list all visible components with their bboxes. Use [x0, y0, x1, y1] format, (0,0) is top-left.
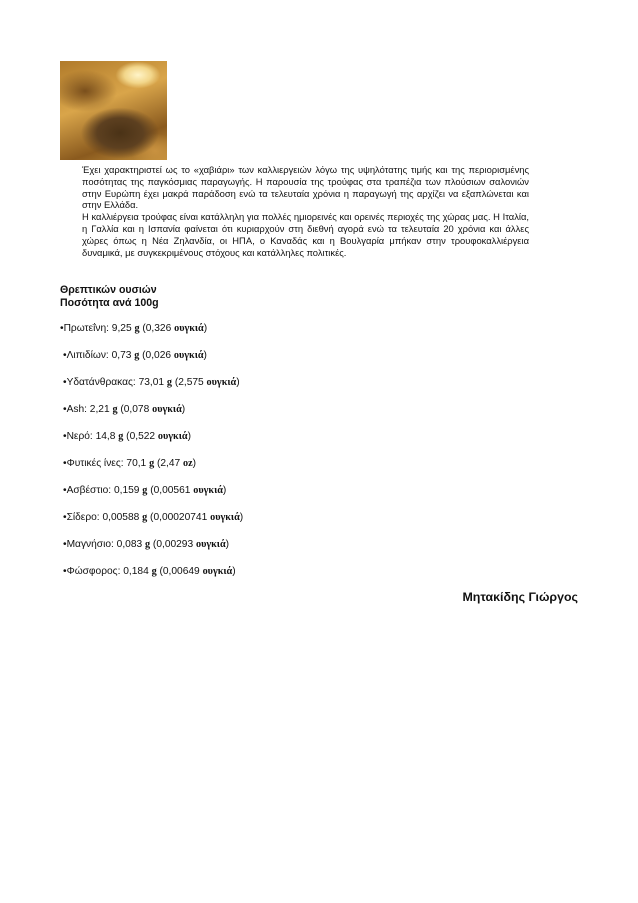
unit: ουγκιά: [195, 539, 226, 550]
unit: g: [149, 458, 155, 469]
unit: g: [142, 512, 148, 523]
unit: ουγκιά: [152, 404, 182, 415]
nutrient-value: •Υδατάνθρακας: 73,01: [63, 377, 167, 388]
unit: g: [134, 350, 140, 361]
nutrient-value: •Σίδερο: 0,00588: [63, 512, 143, 523]
unit: ουγκιά: [202, 566, 233, 577]
nutrient-item: [60, 322, 460, 349]
nutrient-alt-value: (0,026: [139, 350, 174, 361]
nutrient-value: •Πρωτεΐνη: 9,25: [60, 323, 135, 334]
nutrient-item: [60, 376, 460, 403]
unit: ουγκιά: [173, 350, 204, 361]
nutrient-alt-value: (0,00293: [150, 539, 196, 550]
nutrient-alt-value: (2,575: [171, 377, 207, 388]
unit: g: [166, 377, 172, 388]
intro-paragraph: Έχει χαρακτηριστεί ως το «χαβιάρι» των καλλιεργειών λόγω της υψηλότατης τιμής και της περιορισμένης ποσότητας της παγκόσμιας παραγωγής. Η παρουσία της τρούφας στα τραπέζια των πλούσιων σαλονιών στην Ευρώπη έχει μακρά παράδοση ενώ τα τελευταία χρόνια η παραγωγή της αρχίζει να εξαπλώνεται και στην Ελλάδα.: [82, 164, 529, 211]
intro-text: [82, 164, 529, 258]
unit: ουγκιά: [157, 431, 188, 442]
unit: ουγκιά: [193, 485, 223, 496]
nutrient-item: [60, 538, 460, 565]
nutrient-alt-value: (0,326: [139, 323, 175, 334]
nutrition-subtitle: Ποσότητα ανά 100g: [60, 297, 159, 309]
nutrient-value: •Ash: 2,21: [63, 404, 113, 415]
paren: ): [239, 512, 244, 523]
nutrient-list: [60, 322, 460, 592]
unit: ουγκιά: [206, 377, 237, 388]
nutrient-alt-value: (0,00561: [147, 485, 194, 496]
nutrient-value: •Φώσφορος: 0,184: [63, 566, 152, 577]
nutrition-title: Θρεπτικών ουσιών: [60, 284, 157, 296]
unit: oz: [183, 458, 193, 469]
nutrient-item: [60, 349, 460, 376]
paren: ): [203, 323, 208, 334]
paren: ): [181, 404, 186, 415]
nutrient-item: [60, 511, 460, 538]
unit: g: [145, 539, 151, 550]
unit: ουγκιά: [210, 512, 240, 523]
nutrient-value: •Μαγνήσιο: 0,083: [63, 539, 145, 550]
unit: g: [151, 566, 157, 577]
nutrient-value: •Φυτικές ίνες: 70,1: [63, 458, 150, 469]
nutrient-value: •Νερό: 14,8: [63, 431, 119, 442]
nutrient-item: [60, 565, 460, 592]
paren: ): [203, 350, 207, 361]
nutrition-heading: [60, 284, 159, 310]
nutrient-alt-value: (0,522: [123, 431, 158, 442]
nutrient-value: •Λιπιδίων: 0,73: [63, 350, 135, 361]
author-name: Μητακίδης Γιώργος: [462, 590, 578, 604]
nutrient-item: [60, 403, 460, 430]
truffle-photo: [60, 61, 167, 160]
nutrient-alt-value: (0,00020741: [147, 512, 211, 523]
paren: ): [232, 566, 236, 577]
nutrient-alt-value: (2,47: [154, 458, 184, 469]
paren: ): [225, 539, 230, 550]
unit: g: [118, 431, 124, 442]
paren: ): [222, 485, 227, 496]
nutrient-item: [60, 457, 460, 484]
nutrient-alt-value: (0,00649: [156, 566, 203, 577]
nutrient-item: [60, 430, 460, 457]
paren: ): [236, 377, 240, 388]
unit: g: [134, 323, 140, 334]
nutrient-item: [60, 484, 460, 511]
nutrient-alt-value: (0,078: [117, 404, 153, 415]
nutrient-value: •Ασβέστιο: 0,159: [63, 485, 143, 496]
intro-paragraph: Η καλλιέργεια τρούφας είναι κατάλληλη για πολλές ημιορεινές και ορεινές περιοχές της χώρας μας. Η Ιταλία, η Γαλλία και η Ισπανία φαίνεται ότι κυριαρχούν στη διεθνή αγορά ενώ τα τελευταία 20 χρόνια και άλλες χώρες όπως η Νέα Ζηλανδία, οι ΗΠΑ, ο Καναδάς και η Βουλγαρία μπήκαν στην τρουφοκαλλιέργεια δυναμικά, με συγκεκριμένους στόχους και κατάλληλες πολιτικές.: [82, 211, 529, 258]
paren: ): [187, 431, 191, 442]
unit: g: [142, 485, 148, 496]
paren: ): [192, 458, 197, 469]
unit: g: [112, 404, 118, 415]
unit: ουγκιά: [174, 323, 204, 334]
